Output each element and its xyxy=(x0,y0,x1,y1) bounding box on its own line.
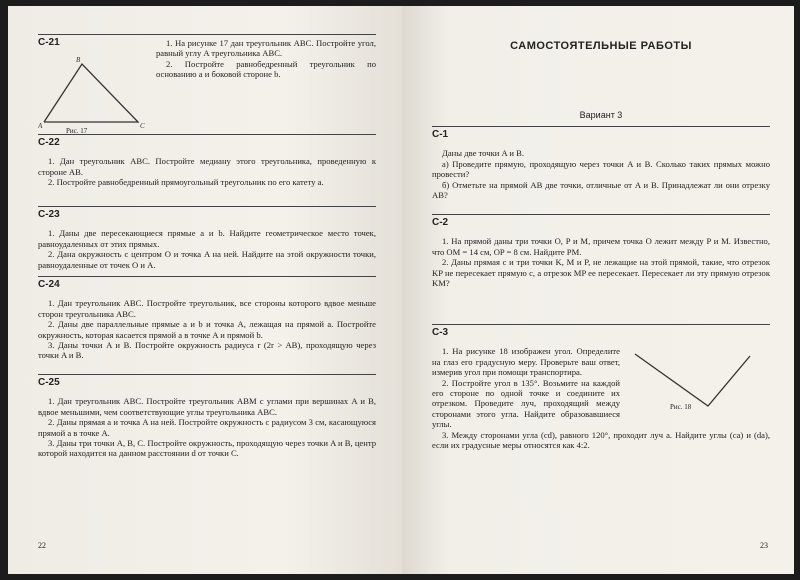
figure-18 xyxy=(620,350,770,420)
section-code: С-21 xyxy=(38,37,60,48)
task-text: 3. Между сторонами угла (cd), равного 120°, проходит луч a. Найдите углы (ca) и (da), если их градусные меры относятся как 4:2. xyxy=(432,429,770,451)
task-text: Даны две точки A и B. xyxy=(442,148,525,159)
section-divider xyxy=(432,126,770,127)
section-code: С-24 xyxy=(38,279,60,290)
figure-caption: Рис. 18 xyxy=(670,403,692,411)
task-text: 2. Даны прямая a и точка A на ней. Постройте окружность с радиусом 3 см, касающуюся прямой a в точке A. xyxy=(38,417,376,438)
task-text: 2. Даны прямая c и три точки K, M и P, не лежащие на этой прямой, такие, что отрезок KP не пересекает прямую c, а отрезок MP ее пересекает. Пересекает ли эту прямую отрезок KM? xyxy=(432,257,770,289)
section-code: С-1 xyxy=(432,129,449,140)
section-c24 xyxy=(38,280,376,374)
task-text: 2. Постройте равнобедренный прямоугольный треугольник по его катету a. xyxy=(48,177,324,188)
task-text: 2. Постройте угол в 135°. Возьмите на каждой его стороне по одной точке и соедините их отрезком. Проведите луч, проходящий между сторонами этого угла. Найдите образовавшиеся углы. xyxy=(432,377,620,430)
task-text: 1. На рисунке 17 дан треугольник ABC. Постройте угол, равный углу A треугольника ABC. xyxy=(156,38,376,59)
section-divider xyxy=(38,206,376,207)
task-text: 2. Дана окружность с центром O и точка A на ней. Найдите на этой окружности точки, равноудаленные от точек O и A. xyxy=(38,249,376,270)
section-c23 xyxy=(38,210,376,276)
page-number: 22 xyxy=(38,541,46,550)
task-text: 1. На прямой даны три точки O, P и M, причем точка O лежит между P и M. Известно, что OM = 14 см, OP = 8 см. Найдите PM. xyxy=(432,236,770,257)
section-divider xyxy=(38,374,376,375)
angle-drawing xyxy=(620,350,770,410)
vertex-a-label: A xyxy=(38,122,43,128)
task-text: а) Проведите прямую, проходящую через точки A и B. Сколько таких прямых можно провести? xyxy=(432,158,770,180)
section-c3 xyxy=(432,328,770,450)
vertex-b-label: B xyxy=(76,56,81,64)
section-c1 xyxy=(432,130,770,214)
right-page xyxy=(402,6,794,574)
task-text: 2. Даны две параллельные прямые a и b и точка A, лежащая на прямой a. Постройте окружность, которая касается прямой a в точке A и прямой b. xyxy=(38,319,376,340)
task-text: б) Отметьте на прямой AB две точки, отличные от A и B. Принадлежат ли они отрезку AB? xyxy=(432,179,770,201)
task-text: 1. Даны две пересекающиеся прямые a и b. Найдите геометрическое место точек, равноудаленных от этих прямых. xyxy=(38,228,376,249)
task-text: 1. На рисунке 18 изображен угол. Определите на глаз его градусную меру. Проверьте ваш ответ, измерив угол при помощи транспортира. xyxy=(432,346,620,378)
task-text: 3. Даны три точки A, B, C. Постройте окружность, проходящую через точки A и B, центр которой находится на данном расстоянии d от точки C. xyxy=(38,438,376,459)
figure-17 xyxy=(38,56,153,136)
section-code: С-25 xyxy=(38,377,60,388)
variant-title: Вариант 3 xyxy=(579,110,623,120)
book-spread xyxy=(8,6,794,574)
section-c2 xyxy=(432,218,770,324)
task-text: 1. Дан треугольник ABC. Постройте треугольник, все стороны которого вдвое меньше сторон треугольника ABC. xyxy=(38,298,376,319)
figure-caption: Рис. 17 xyxy=(66,127,88,135)
triangle-abc-drawing xyxy=(38,56,153,128)
section-code: С-22 xyxy=(38,137,60,148)
section-code: С-23 xyxy=(38,209,60,220)
section-code: С-3 xyxy=(432,327,449,338)
section-c25 xyxy=(38,378,376,459)
task-text: 1. Дан треугольник ABC. Постройте медиану этого треугольника, проведенную к стороне AB. xyxy=(38,156,376,177)
section-text xyxy=(156,38,376,80)
task-text: 2. Постройте равнобедренный треугольник по основанию a и боковой стороне b. xyxy=(156,58,376,80)
page-heading: САМОСТОЯТЕЛЬНЫЕ РАБОТЫ xyxy=(510,40,692,52)
section-divider xyxy=(432,324,770,325)
section-divider xyxy=(432,214,770,215)
section-c21 xyxy=(38,38,376,134)
section-divider xyxy=(38,34,376,35)
vertex-c-label: C xyxy=(140,122,145,128)
left-page xyxy=(8,6,402,574)
page-number: 23 xyxy=(760,541,768,550)
section-divider xyxy=(38,276,376,277)
section-c22 xyxy=(38,138,376,206)
section-code: С-2 xyxy=(432,217,449,228)
task-text: 1. Дан треугольник ABC. Постройте треугольник ABM с углами при вершинах A и B, вдвое меньшими, чем соответствующие углы треугольника ABC. xyxy=(38,396,376,417)
task-text: 3. Даны точки A и B. Постройте окружность радиуса r (2r > AB), проходящую через точки A и B. xyxy=(38,340,376,361)
